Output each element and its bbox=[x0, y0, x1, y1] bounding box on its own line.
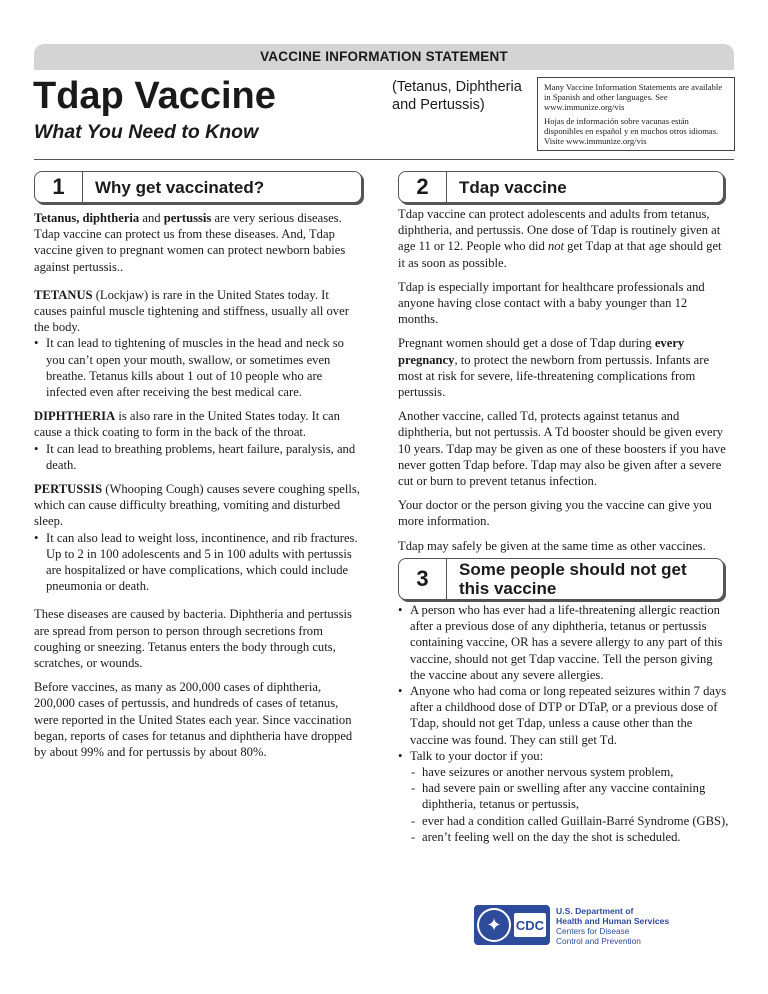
pertussis-bullet: • It can also lead to weight loss, incontinence, and rib fractures. Up to 2 in 100 adolescents and 5 in 100 adults with pertussis are hospitalized or have complications, which could include pneumonia or death. bbox=[34, 530, 364, 595]
history-paragraph: Before vaccines, as many as 200,000 cases of diphtheria, 200,000 cases of pertussis, and hundreds of cases of tetanus, were reported in the United States each year. Since vaccination began, reports of cases for tetanus and diphtheria have dropped by about 99% and for pertussis by about 80%. bbox=[34, 680, 353, 760]
contraindication-bullet-1: • A person who has ever had a life-threatening allergic reaction after a previous dose of any diphtheria, tetanus or pertussis containing vaccine, OR has a severe allergy to any part of this vaccine, should not get Tdap vaccine. Tell the person giving the vaccine about any severe allergies. bbox=[398, 602, 730, 683]
section-2-title: Tdap vaccine bbox=[459, 177, 567, 197]
tdap-paragraph-3: Pregnant women should get a dose of Tdap during every pregnancy, to protect the newborn from pertussis. Infants are most at risk for severe, life-threatening complications from pertussis. bbox=[398, 336, 710, 400]
section-1-body bbox=[34, 210, 364, 768]
section-3-header bbox=[398, 558, 724, 600]
section-3-title: Some people should not get this vaccine bbox=[459, 560, 687, 598]
cdc-logo-icon: CDC bbox=[514, 913, 546, 937]
talk-item-1: - have seizures or another nervous system problem, bbox=[410, 764, 730, 780]
intro-paragraph: Tetanus, diphtheria and pertussis are very serious diseases. Tdap vaccine can protect us from these diseases. And, Tdap vaccine given to pregnant women can protect newborn babies against pertussis.. bbox=[34, 211, 346, 274]
section-2-body bbox=[398, 206, 728, 562]
section-1-header bbox=[34, 171, 362, 203]
diseases-label: (Tetanus, Diphtheria and Pertussis) bbox=[392, 79, 522, 113]
diphtheria-paragraph: DIPHTHERIA is also rare in the United States today. It can cause a thick coating to form in the back of the throat. bbox=[34, 409, 340, 440]
language-note-es: Hojas de información sobre vacunas están disponibles en español y en muchos otros idiomas. Visite www.immunize.org/vis bbox=[544, 116, 719, 146]
section-1-number: 1 bbox=[35, 172, 83, 202]
bacteria-paragraph: These diseases are caused by bacteria. Diphtheria and pertussis are spread from person to person through secretions from coughing or sneezing. Tetanus enters the body through cuts, scratches, or wounds. bbox=[34, 607, 352, 671]
tetanus-paragraph: TETANUS (Lockjaw) is rare in the United States today. It causes painful muscle tightening and stiffness, usually all over the body. bbox=[34, 287, 349, 335]
section-2-header bbox=[398, 171, 724, 203]
tdap-paragraph-4: Another vaccine, called Td, protects against tetanus and diphtheria, but not pertussis. A Td booster should be given every 10 years. Tdap may be given as one of these boosters if you have never gotten Tdap before. Tdap may also be given after a severe cut or burn to prevent tetanus infection. bbox=[398, 409, 726, 489]
header-divider bbox=[34, 159, 734, 160]
vis-banner: VACCINE INFORMATION STATEMENT bbox=[34, 44, 734, 70]
tdap-paragraph-6: Tdap may safely be given at the same time as other vaccines. bbox=[398, 538, 706, 553]
footer-agency-text: U.S. Department of Health and Human Services Centers for Disease Control and Prevention bbox=[556, 906, 670, 946]
section-3-number: 3 bbox=[399, 559, 447, 599]
section-1-title: Why get vaccinated? bbox=[95, 177, 265, 197]
section-2-number: 2 bbox=[399, 172, 447, 202]
talk-item-2: - had severe pain or swelling after any vaccine containing diphtheria, tetanus or pertussis, bbox=[410, 780, 730, 812]
language-box bbox=[537, 77, 735, 151]
talk-item-4: - aren’t feeling well on the day the shot is scheduled. bbox=[410, 829, 730, 845]
talk-item-3: - ever had a condition called Guillain-Barré Syndrome (GBS), bbox=[410, 813, 730, 829]
section-3-body bbox=[398, 602, 730, 845]
pertussis-paragraph: PERTUSSIS (Whooping Cough) causes severe coughing spells, which can cause difficulty breathing, vomiting and disturbed sleep. bbox=[34, 482, 360, 529]
diphtheria-bullet: • It can lead to breathing problems, heart failure, paralysis, and death. bbox=[34, 441, 364, 473]
tdap-paragraph-2: Tdap is especially important for healthcare professionals and anyone having close contact with a baby younger than 12 months. bbox=[398, 279, 705, 327]
page-subtitle: What You Need to Know bbox=[34, 121, 259, 143]
language-note-en: Many Vaccine Information Statements are available in Spanish and other languages. See www.immunize.org/vis bbox=[544, 82, 723, 112]
tdap-paragraph-5: Your doctor or the person giving you the vaccine can give you more information. bbox=[398, 498, 712, 529]
contraindication-bullet-3: • Talk to your doctor if you: - have seizures or another nervous system problem, - had severe pain or swelling after any vaccine containing diphtheria, tetanus or pertussis, - ever had a condition called Guillain-Barré Syndrome (GBS), - aren’t feeling well on the day the shot is scheduled. bbox=[398, 748, 730, 845]
tdap-paragraph-1: Tdap vaccine can protect adolescents and adults from tetanus, diphtheria, and pertussis. One dose of Tdap is routinely given at age 11 or 12. People who did not get Tdap at that age should get it as soon as possible. bbox=[398, 207, 722, 270]
hhs-eagle-icon: ✦ bbox=[477, 908, 511, 942]
contraindication-bullet-2: • Anyone who had coma or long repeated seizures within 7 days after a childhood dose of DTP or DTaP, or a previous dose of Tdap, should not get Tdap, unless a cause other than the vaccine was found. They can still get Td. bbox=[398, 683, 730, 748]
hhs-cdc-logo bbox=[474, 905, 550, 945]
page-title: Tdap Vaccine bbox=[33, 75, 276, 117]
tetanus-bullet: • It can lead to tightening of muscles in the head and neck so you can’t open your mouth, swallow, or sometimes even breathe. Tetanus kills about 1 out of 10 people who are infected even after receiving the best medical care. bbox=[34, 335, 364, 400]
